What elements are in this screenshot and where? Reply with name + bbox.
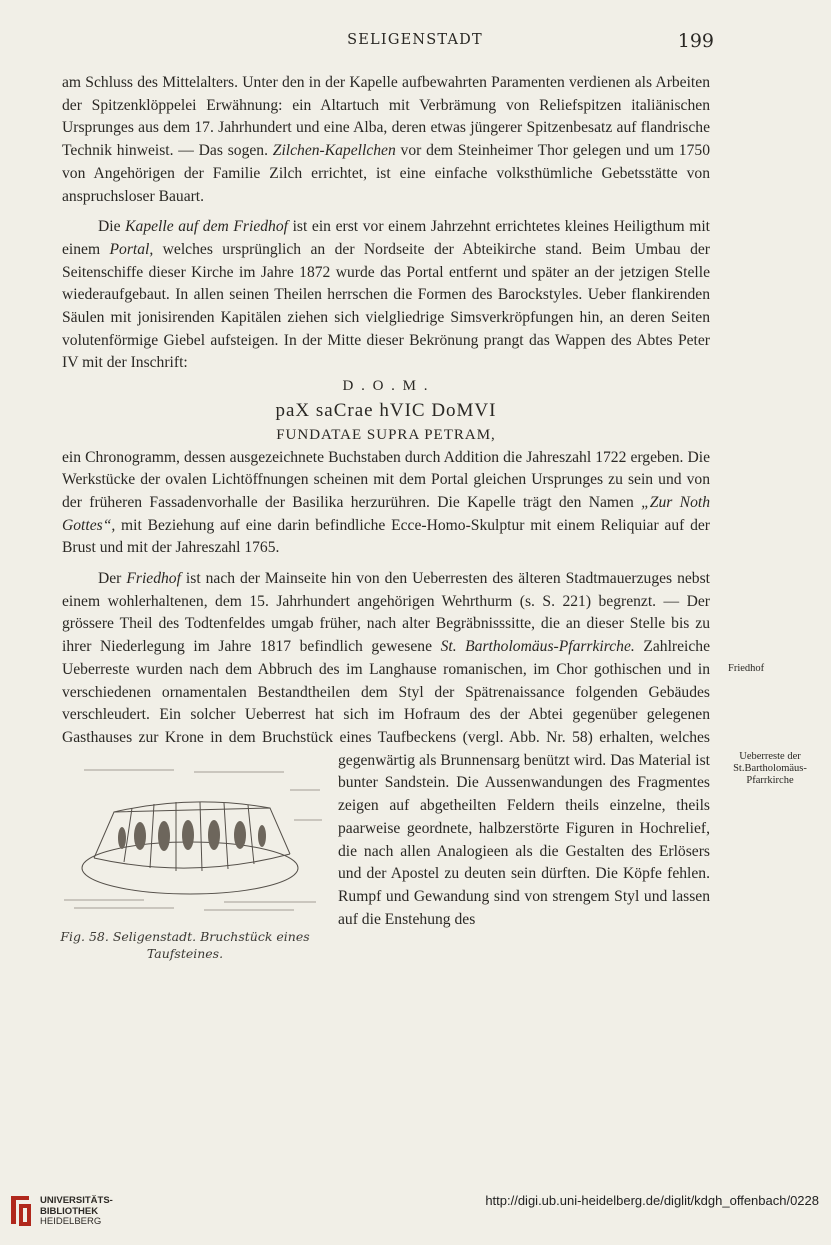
footer (0, 1180, 831, 1245)
source-url[interactable]: http://digi.ub.uni-heidelberg.de/diglit/kdgh_offenbach/0228 (485, 1193, 819, 1208)
paragraph-3: ein Chronogramm, dessen ausgezeichnete Buchstaben durch Addition die Jahreszahl 1722 ergeben. Die Werkstücke der ovalen Lichtöffnungen scheinen mit dem Portal gleichen Ursprunges zu sein und von der früheren Fassadenvorhalle der Basilika herzurühren. Die Kapelle trägt den Namen „Zur Noth Gottes“, mit Beziehung auf eine darin befindliche Ecce-Homo-Skulptur mit einem Reliquiar auf der Brust und mit der Jahreszahl 1765. (62, 448, 711, 557)
emphasis: St. Bartholomäus-Pfarrkirche. (440, 638, 635, 656)
page-header (0, 30, 831, 54)
figure-58 (54, 750, 326, 965)
emphasis: Portal, (109, 240, 154, 258)
margin-note-ueberreste: Ueberreste der St.Bartholomäus- Pfarrkirche (733, 751, 807, 786)
emphasis: Zilchen-Kapellchen (272, 142, 396, 160)
paragraph-1: am Schluss des Mittelalters. Unter den in der Kapelle aufbewahrten Paramenten verdienen als Arbeiten der Spitzenklöppelei Erwähnung: ein Altartuch mit Verbrämung von Reliefspitzen italiänischen Ursprunges aus dem 17. Jahrhundert und eine Alba, deren etwas jüngerer Spitzenbesatz auf flandrische Technik hinweist. — Das sogen. Zilchen-Kapellchen vor dem Steinheimer Thor gelegen und um 1750 von Angehörigen der Familie Zilch errichtet, ist eine einfache volksthümliche Gebetsstätte von anspruchsloser Bauart. (62, 74, 710, 205)
emphasis: Kapelle auf dem Friedhof (125, 218, 288, 236)
library-name: UNIVERSITÄTS- BIBLIOTHEK HEIDELBERG (40, 1195, 113, 1227)
paragraph-2: Die Kapelle auf dem Friedhof ist ein erst vor einem Jahrzehnt errichtetes kleines Heiligthum mit einem Portal, welches ursprünglich an der Nordseite der Abteikirche stand. Beim Umbau der Seitenschiffe dieser Kirche im Jahre 1872 wurde das Portal entfernt und später an der jetzigen Stelle wiederaufgebaut. In allen seinen Theilen herrschen die Formen des Barockstyles. Ueber flankirenden Säulen mit jonisirenden Kapitälen ziehen sich vielgliedrige Simsverkröpfungen hin, an deren Seiten volutenförmige Giebel aufsteigen. In der Mitte dieser Bekrönung prangt das Wappen des Abtes Peter IV mit der Inschrift: (62, 218, 710, 372)
library-logo-icon (8, 1194, 34, 1228)
page-number: 199 (677, 30, 714, 52)
inscription-line-2: paX saCrae hVIC DoMVI (275, 399, 497, 421)
inscription-line-3: FUNDATAE SUPRA PETRAM, (276, 426, 496, 443)
margin-note-friedhof: Friedhof (728, 663, 765, 674)
figure-caption: Fig. 58. Seligenstadt. Bruchstück eines Taufsteines. (60, 928, 310, 961)
paragraph-4: Der Friedhof ist nach der Mainseite hin von den Ueberresten des älteren Stadtmauerzuges nebst einem wohlerhaltenen, dem 15. Jahrhundert angehörigen Wehrthurm (s. S. 221) begrenzt. — Der grössere Theil des Todtenfeldes umgab früher, nach alter Begräbnisssitte, die an dieser Stelle bis zu ihrer Niederlegung im Jahre 1817 befindlich gewesene St. Bartholomäus-Pfarrkirche. Zahlreiche Ueberreste wurden nach dem Abbruch des im Langhause romanischen, im Chor gothischen und in verschiedenen ornamentalen Bestandtheilen dem Styl der Spätrenaissance folgenden Gebäudes verschleudert. Ein solcher Ueberrest hat sich im Hofraum des der Abtei gegenüber gelegenen Gasthauses zur Krone in dem Bruchstück eines Taufbeckens (vergl. Abb. Nr. 58) erhalten, welches gegenwärtig als Brunnensarg benützt wird. Das Material ist bunter Sandstein. Die Aussenwandungen des Fragmentes zeigen auf abgetheilten Feldern theils einzelne, theils paarweise geordnete, halbzerstörte Figuren in Hochrelief, die nach allen Analogieen als die Gestalten des Erlösers und der Apostel zu deuten sein dürften. Die Köpfe fehlen. Rumpf und Gewandung sind von strengem Styl und lassen auf die Enstehung des (62, 568, 710, 931)
baptismal-font-illustration (54, 750, 326, 920)
running-title: SELIGENSTADT (347, 32, 483, 48)
inscription-line-1: D . O . M . (342, 378, 430, 395)
emphasis: Friedhof (126, 570, 181, 588)
emphasis: „Zur Noth Gottes“, (62, 493, 711, 534)
